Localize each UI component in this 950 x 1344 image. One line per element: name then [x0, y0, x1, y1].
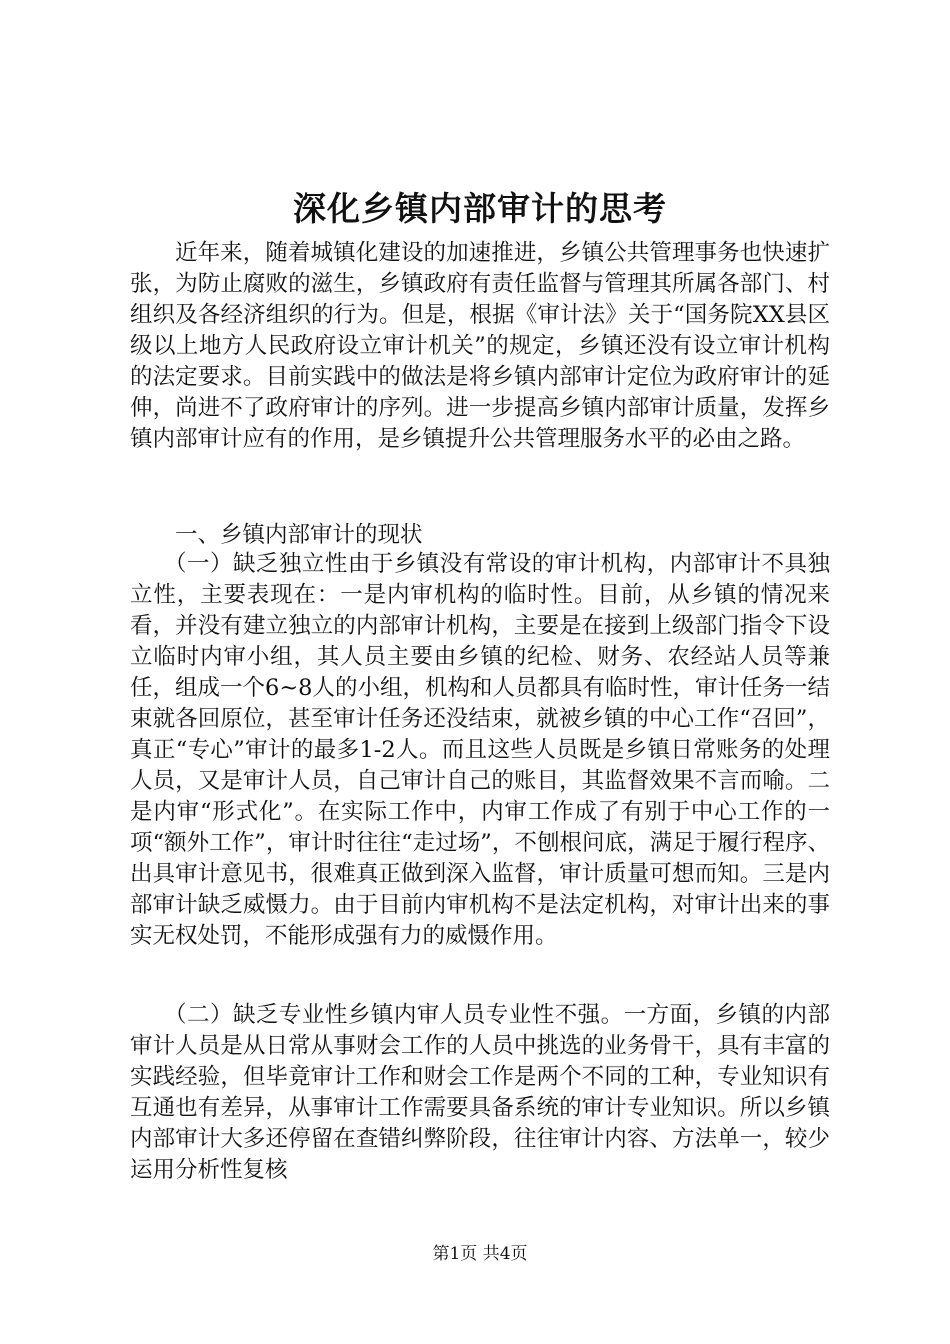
subsection-paragraph-1-text: （一）缺乏独立性由于乡镇没有常设的审计机构，内部审计不具独立性，主要表现在：一是内审机构的临时性。目前，从乡镇的情况来看，并没有建立独立的内部审计机构，主要是在接到上级部门指令下设立临时内审小组，其人员主要由乡镇的纪检、财务、农经站人员等兼任，组成一个6~8人的小组，机构和人员都具有临时性，审计任务一结束就各回原位，甚至审计任务还没结束，就被乡镇的中心工作“召回”，真正“专心”审计的最多1-2人。而且这些人员既是乡镇日常账务的处理人员，又是审计人员，自己审计自己的账目，其监督效果不言而喻。二是内审“形式化”。在实际工作中，内审工作成了有别于中心工作的一项“额外工作”，审计时往往“走过场”，不刨根问底，满足于履行程序、出具审计意见书，很难真正做到深入监督，审计质量可想而知。三是内部审计缺乏威慑力。由于目前内审机构不是法定机构，对审计出来的事实无权处罚，不能形成强有力的威慑作用。: [130, 551, 830, 949]
subsection-paragraph-1: [130, 549, 830, 952]
subsection-paragraph-2: [130, 1000, 830, 1186]
document-title: 深化乡镇内部审计的思考: [293, 189, 667, 228]
page-footer: 第1页 共4页: [432, 1244, 528, 1264]
subsection-paragraph-2-text: （二）缺乏专业性乡镇内审人员专业性不强。一方面，乡镇的内部审计人员是从日常从事财会工作的人员中挑选的业务骨干，具有丰富的实践经验，但毕竟审计工作和财会工作是两个不同的工种，专业知识有互通也有差异，从事审计工作需要具备系统的审计专业知识。所以乡镇内部审计大多还停留在查错纠弊阶段，往往审计内容、方法单一，较少运用分析性复核: [130, 1002, 830, 1183]
section-heading: 一、乡镇内部审计的现状: [175, 522, 423, 548]
intro-paragraph: 近年来，随着城镇化建设的加速推进，乡镇公共管理事务也快速扩张，为防止腐败的滋生，乡镇政府有责任监督与管理其所属各部门、村组织及各经济组织的行为。但是，根据《审计法》关于“国务院XX县区级以上地方人民政府设立审计机关”的规定，乡镇还没有设立审计机构的法定要求。目前实践中的做法是将乡镇内部审计定位为政府审计的延伸，尚进不了政府审计的序列。进一步提高乡镇内部审计质量，发挥乡镇内部审计应有的作用，是乡镇提升公共管理服务水平的必由之路。: [130, 240, 830, 452]
